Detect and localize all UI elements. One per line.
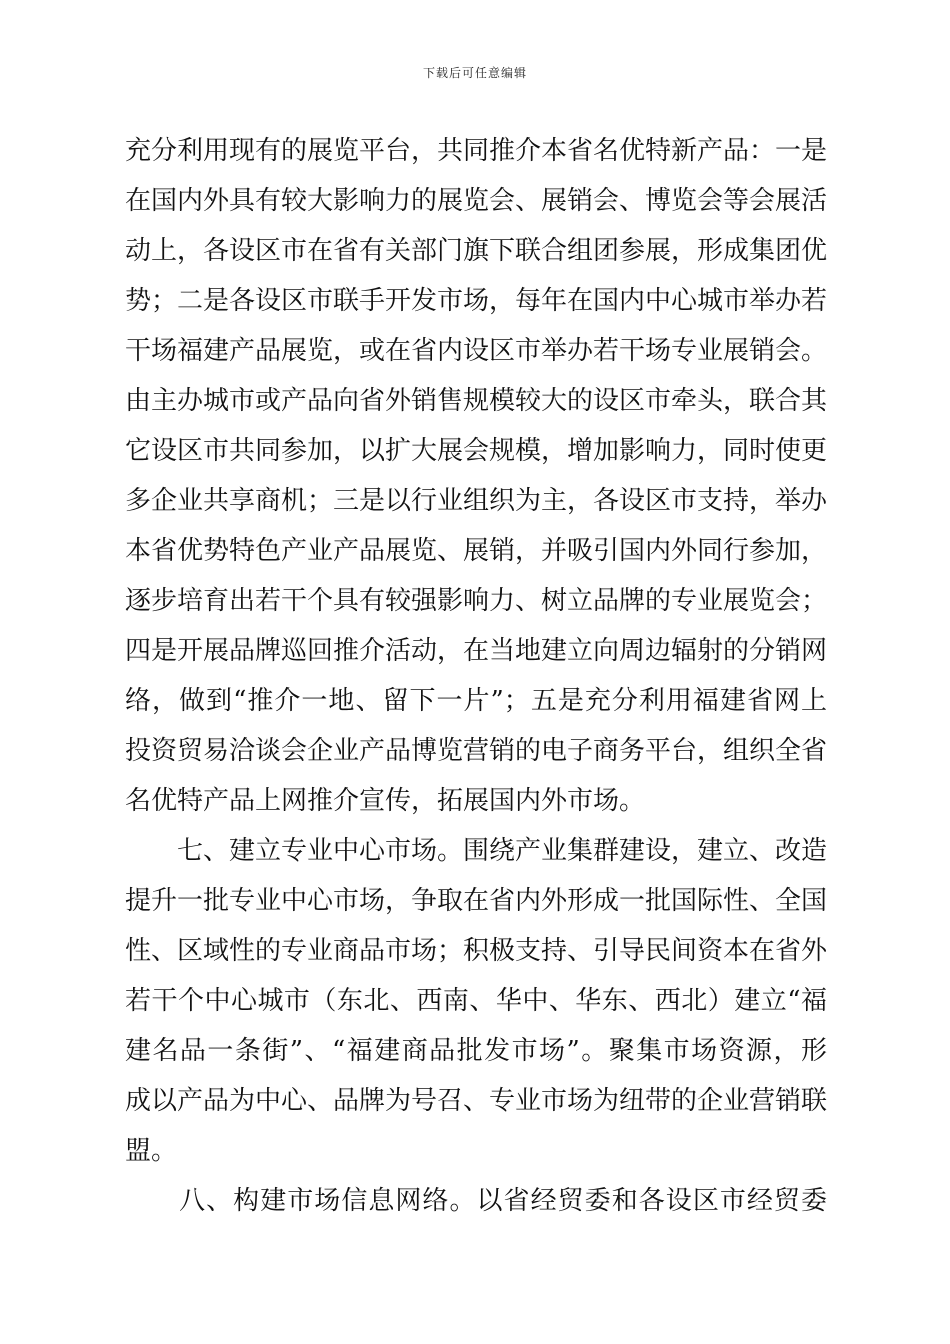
text-line: 充分利用现有的展览平台，共同推介本省名优特新产品：一是 [125,136,827,166]
text-line: 逐步培育出若干个具有较强影响力、树立品牌的专业展览会； [125,586,827,616]
paragraph-section-eight [125,1176,827,1226]
text-line: 七、建立专业中心市场。围绕产业集群建设，建立、改造 [125,836,827,866]
text-line: 络，做到“推介一地、留下一片”；五是充分利用福建省网上 [125,686,827,716]
text-line: 本省优势特色产业产品展览、展销，并吸引国内外同行参加， [125,536,827,566]
text-line: 成以产品为中心、品牌为号召、专业市场为纽带的企业营销联 [125,1086,827,1116]
text-line: 干场福建产品展览，或在省内设区市举办若干场专业展销会。 [125,336,827,366]
text-line: 势；二是各设区市联手开发市场，每年在国内中心城市举办若 [125,286,827,316]
text-line: 它设区市共同参加，以扩大展会规模，增加影响力，同时使更 [125,436,827,466]
text-line: 盟。 [125,1136,178,1166]
text-line: 若干个中心城市（东北、西南、华中、华东、西北）建立“福 [125,986,827,1016]
text-line: 动上，各设区市在省有关部门旗下联合组团参展，形成集团优 [125,236,827,266]
document-body [125,126,827,1226]
text-line: 由主办城市或产品向省外销售规模较大的设区市牵头，联合其 [125,386,827,416]
text-line: 八、构建市场信息网络。以省经贸委和各设区市经贸委 [125,1186,827,1216]
paragraph-exhibitions [125,126,827,826]
text-line: 四是开展品牌巡回推介活动，在当地建立向周边辐射的分销网 [125,636,827,666]
text-line: 投资贸易洽谈会企业产品博览营销的电子商务平台，组织全省 [125,736,827,766]
text-line: 在国内外具有较大影响力的展览会、展销会、博览会等会展活 [125,186,827,216]
paragraph-section-seven [125,826,827,1176]
page-header: 下载后可任意编辑 [422,66,527,80]
text-line: 建名品一条街”、“福建商品批发市场”。聚集市场资源，形 [125,1036,827,1066]
text-line: 名优特产品上网推介宣传，拓展国内外市场。 [125,786,646,816]
text-line: 多企业共享商机；三是以行业组织为主，各设区市支持，举办 [125,486,827,516]
text-line: 提升一批专业中心市场，争取在省内外形成一批国际性、全国 [125,886,827,916]
text-line: 性、区域性的专业商品市场；积极支持、引导民间资本在省外 [125,936,827,966]
